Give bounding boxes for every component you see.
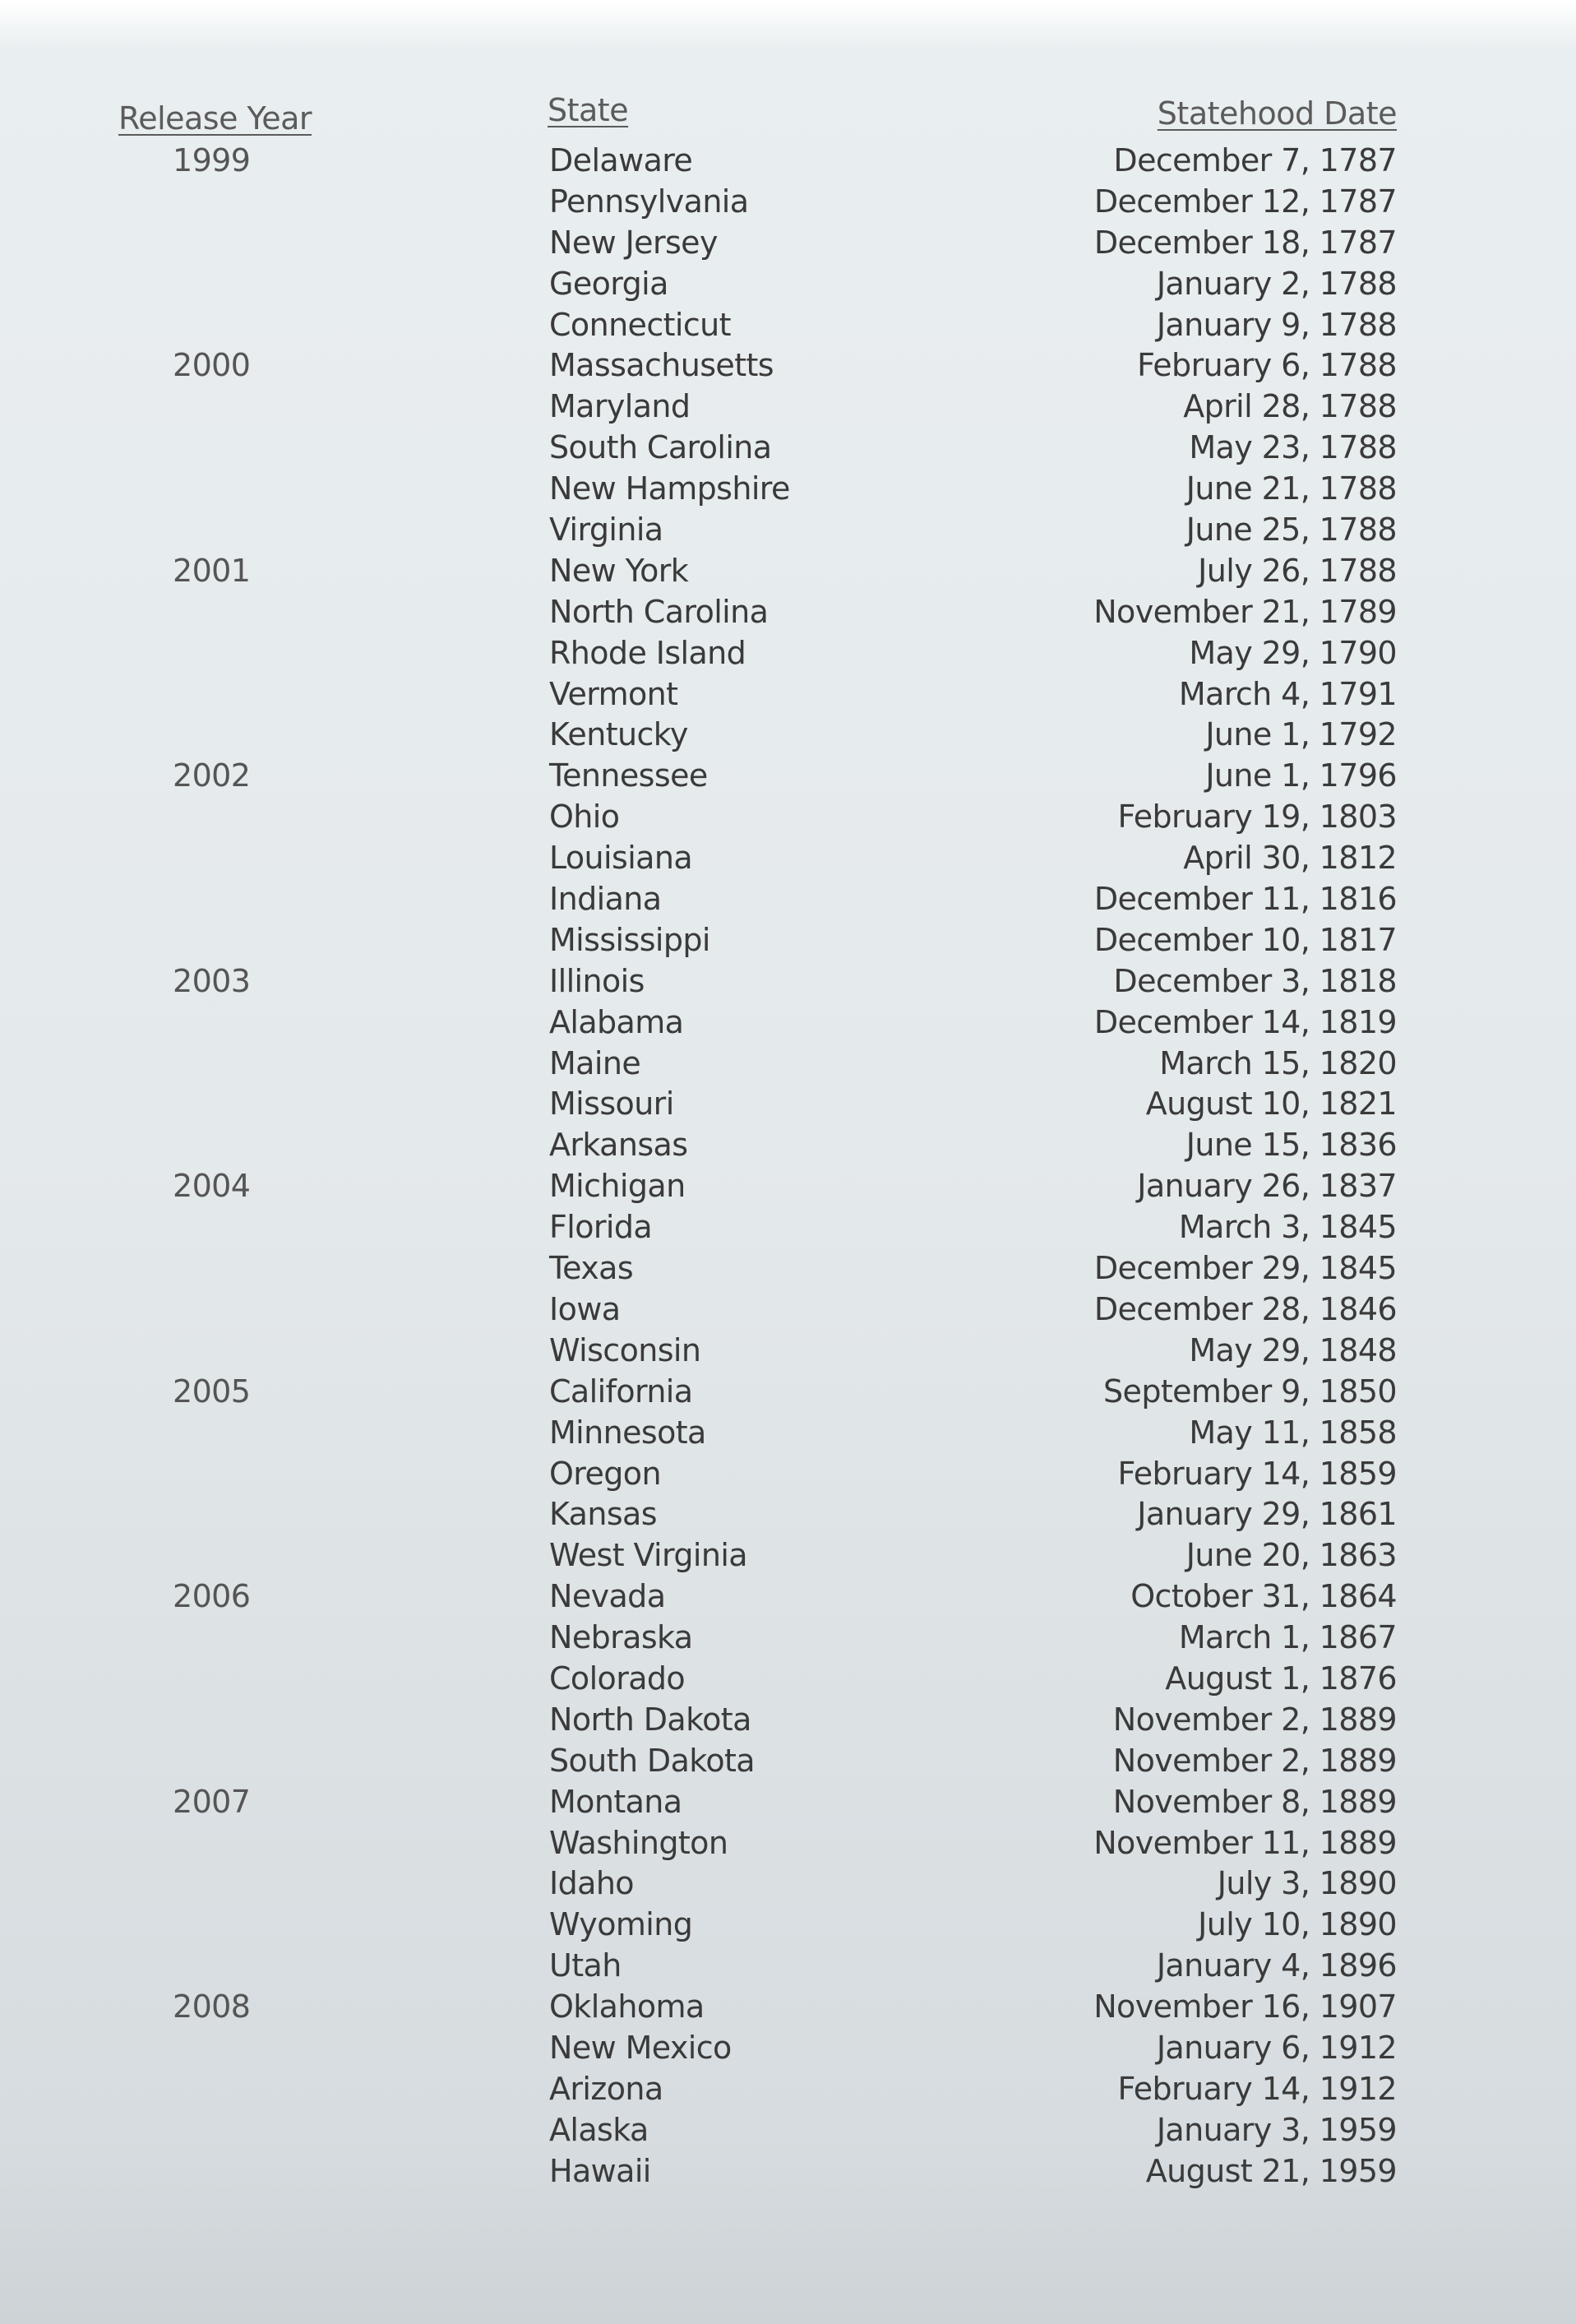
state-cell: West Virginia [549, 1537, 747, 1574]
table-row [0, 224, 1576, 265]
state-cell: Delaware [549, 142, 693, 178]
state-cell: Texas [549, 1250, 634, 1287]
state-cell: South Dakota [549, 1742, 755, 1779]
table-row [0, 1783, 1576, 1824]
table-row [0, 552, 1576, 593]
state-cell: Ohio [549, 799, 620, 836]
release-year-cell: 2007 [173, 1783, 251, 1820]
statehood-date-cell: December 10, 1817 [1093, 921, 1397, 958]
state-cell: Tennessee [549, 757, 708, 794]
statehood-date-cell: September 9, 1850 [1103, 1373, 1397, 1410]
statehood-date-cell: December 11, 1816 [1093, 881, 1397, 918]
statehood-date-cell: December 14, 1819 [1093, 1003, 1397, 1040]
statehood-date-cell: August 1, 1876 [1165, 1660, 1397, 1697]
statehood-date-cell: March 4, 1791 [1178, 675, 1397, 712]
state-cell: Michigan [549, 1168, 686, 1205]
statehood-date-cell: December 28, 1846 [1093, 1290, 1397, 1327]
statehood-date-cell: February 14, 1859 [1117, 1455, 1397, 1492]
statehood-date-cell: June 20, 1863 [1185, 1537, 1397, 1574]
statehood-date-cell: November 11, 1889 [1093, 1824, 1397, 1861]
statehood-date-cell: June 25, 1788 [1185, 512, 1397, 549]
table-row [0, 346, 1576, 387]
table-row [0, 1495, 1576, 1536]
statehood-date-cell: May 29, 1848 [1189, 1331, 1397, 1368]
table-row [0, 1742, 1576, 1783]
statehood-date-cell: August 21, 1959 [1145, 2152, 1397, 2189]
state-cell: Kansas [549, 1496, 657, 1533]
state-cell: Montana [549, 1783, 682, 1820]
table-row [0, 1290, 1576, 1331]
release-year-cell: 2008 [173, 1988, 251, 2025]
table-row [0, 428, 1576, 470]
statehood-date-cell: December 3, 1818 [1113, 962, 1397, 999]
table-row [0, 1167, 1576, 1208]
table-row [0, 839, 1576, 880]
table-row [0, 1947, 1576, 1988]
state-cell: Washington [549, 1824, 728, 1861]
state-cell: Illinois [549, 962, 645, 999]
state-cell: Indiana [549, 881, 662, 918]
state-cell: Oklahoma [549, 1988, 705, 2025]
table-row [0, 1249, 1576, 1290]
statehood-table [0, 141, 1576, 2193]
state-cell: Wyoming [549, 1906, 693, 1943]
state-cell: Iowa [549, 1290, 621, 1327]
statehood-date-cell: July 3, 1890 [1217, 1865, 1397, 1902]
state-cell: South Carolina [549, 429, 772, 466]
state-cell: Rhode Island [549, 634, 746, 671]
state-cell: Virginia [549, 512, 663, 549]
statehood-date-cell: June 1, 1792 [1205, 716, 1397, 753]
state-cell: Wisconsin [549, 1331, 701, 1368]
statehood-date-cell: February 6, 1788 [1137, 347, 1397, 384]
table-row [0, 1618, 1576, 1660]
state-cell: California [549, 1373, 693, 1410]
statehood-date-cell: May 11, 1858 [1189, 1414, 1397, 1451]
table-row [0, 1905, 1576, 1947]
state-cell: New Hampshire [549, 470, 790, 507]
state-cell: Alaska [549, 2111, 649, 2148]
state-cell: Minnesota [549, 1414, 706, 1451]
table-row [0, 1003, 1576, 1044]
statehood-date-cell: January 9, 1788 [1156, 306, 1397, 343]
table-row [0, 511, 1576, 552]
statehood-date-cell: March 3, 1845 [1178, 1209, 1397, 1246]
state-cell: Maryland [549, 388, 691, 425]
state-cell: Idaho [549, 1865, 634, 1902]
table-row [0, 593, 1576, 634]
header-statehood-date: Statehood Date [1157, 95, 1397, 132]
table-row [0, 1988, 1576, 2029]
release-year-cell: 2002 [173, 757, 251, 794]
state-cell: North Carolina [549, 593, 769, 630]
table-row [0, 1208, 1576, 1249]
table-row [0, 1085, 1576, 1126]
table-row [0, 470, 1576, 511]
statehood-date-cell: January 2, 1788 [1156, 265, 1397, 302]
statehood-date-cell: November 21, 1789 [1093, 593, 1397, 630]
table-row [0, 715, 1576, 757]
statehood-date-cell: December 7, 1787 [1113, 142, 1397, 178]
state-cell: New Mexico [549, 2029, 732, 2066]
table-row [0, 921, 1576, 962]
table-row [0, 2070, 1576, 2111]
release-year-cell: 2006 [173, 1578, 251, 1615]
release-year-cell: 1999 [173, 142, 251, 178]
table-row [0, 1701, 1576, 1742]
state-cell: Georgia [549, 265, 668, 302]
state-cell: Missouri [549, 1086, 674, 1123]
state-cell: Alabama [549, 1003, 684, 1040]
statehood-date-cell: February 14, 1912 [1117, 2070, 1397, 2107]
state-cell: Kentucky [549, 716, 688, 753]
statehood-date-cell: December 18, 1787 [1093, 224, 1397, 261]
table-row [0, 387, 1576, 428]
statehood-date-cell: October 31, 1864 [1130, 1578, 1397, 1615]
table-row [0, 1536, 1576, 1577]
table-row [0, 1455, 1576, 1496]
statehood-date-cell: November 8, 1889 [1112, 1783, 1397, 1820]
table-row [0, 962, 1576, 1003]
table-row [0, 1331, 1576, 1373]
state-cell: Colorado [549, 1660, 686, 1697]
table-row [0, 1824, 1576, 1865]
header-release-year: Release Year [118, 100, 312, 137]
table-row [0, 1660, 1576, 1701]
table-row [0, 634, 1576, 675]
state-cell: Nebraska [549, 1619, 693, 1656]
statehood-date-cell: December 29, 1845 [1093, 1250, 1397, 1287]
table-row [0, 757, 1576, 798]
release-year-cell: 2000 [173, 347, 251, 384]
state-cell: Louisiana [549, 840, 693, 877]
table-row [0, 1864, 1576, 1905]
state-cell: Vermont [549, 675, 678, 712]
statehood-date-cell: June 21, 1788 [1185, 470, 1397, 507]
release-year-cell: 2001 [173, 552, 251, 589]
table-row [0, 2152, 1576, 2193]
table-row [0, 2029, 1576, 2070]
statehood-date-cell: November 16, 1907 [1093, 1988, 1397, 2025]
statehood-date-cell: January 6, 1912 [1156, 2029, 1397, 2066]
state-cell: New Jersey [549, 224, 718, 261]
statehood-date-cell: May 29, 1790 [1189, 634, 1397, 671]
table-row [0, 183, 1576, 224]
state-cell: Utah [549, 1947, 622, 1984]
statehood-date-cell: January 4, 1896 [1156, 1947, 1397, 1984]
table-row [0, 675, 1576, 716]
statehood-date-cell: November 2, 1889 [1112, 1742, 1397, 1779]
state-cell: Oregon [549, 1455, 661, 1492]
statehood-date-cell: June 15, 1836 [1185, 1127, 1397, 1164]
statehood-date-cell: August 10, 1821 [1145, 1086, 1397, 1123]
statehood-date-cell: March 15, 1820 [1159, 1044, 1397, 1081]
statehood-date-cell: January 3, 1959 [1156, 2111, 1397, 2148]
state-cell: Florida [549, 1209, 653, 1246]
table-row [0, 306, 1576, 347]
table-row [0, 265, 1576, 306]
statehood-date-cell: February 19, 1803 [1117, 799, 1397, 836]
statehood-date-cell: April 30, 1812 [1183, 840, 1397, 877]
statehood-date-cell: March 1, 1867 [1178, 1619, 1397, 1656]
release-year-cell: 2005 [173, 1373, 251, 1410]
statehood-date-cell: May 23, 1788 [1189, 429, 1397, 466]
state-cell: Hawaii [549, 2152, 651, 2189]
state-cell: Maine [549, 1044, 641, 1081]
state-cell: Massachusetts [549, 347, 774, 384]
state-cell: Pennsylvania [549, 183, 749, 220]
table-row [0, 1414, 1576, 1455]
release-year-cell: 2003 [173, 962, 251, 999]
table-row [0, 1126, 1576, 1167]
statehood-date-cell: January 26, 1837 [1137, 1168, 1397, 1205]
table-row [0, 1044, 1576, 1086]
header-state: State [548, 92, 629, 128]
release-year-cell: 2004 [173, 1168, 251, 1205]
table-row [0, 1577, 1576, 1618]
state-cell: Nevada [549, 1578, 666, 1615]
table-row [0, 798, 1576, 839]
statehood-date-cell: July 26, 1788 [1198, 552, 1397, 589]
table-row [0, 2111, 1576, 2152]
table-row [0, 1373, 1576, 1414]
statehood-date-cell: April 28, 1788 [1183, 388, 1397, 425]
statehood-date-cell: January 29, 1861 [1137, 1496, 1397, 1533]
state-cell: Arizona [549, 2070, 663, 2107]
state-cell: Arkansas [549, 1127, 688, 1164]
state-cell: North Dakota [549, 1701, 751, 1738]
state-cell: Connecticut [549, 306, 731, 343]
table-row [0, 880, 1576, 921]
statehood-date-cell: November 2, 1889 [1112, 1701, 1397, 1738]
state-cell: Mississippi [549, 921, 710, 958]
statehood-date-cell: July 10, 1890 [1198, 1906, 1397, 1943]
statehood-date-cell: June 1, 1796 [1205, 757, 1397, 794]
statehood-date-cell: December 12, 1787 [1093, 183, 1397, 220]
table-row [0, 141, 1576, 183]
state-cell: New York [549, 552, 689, 589]
